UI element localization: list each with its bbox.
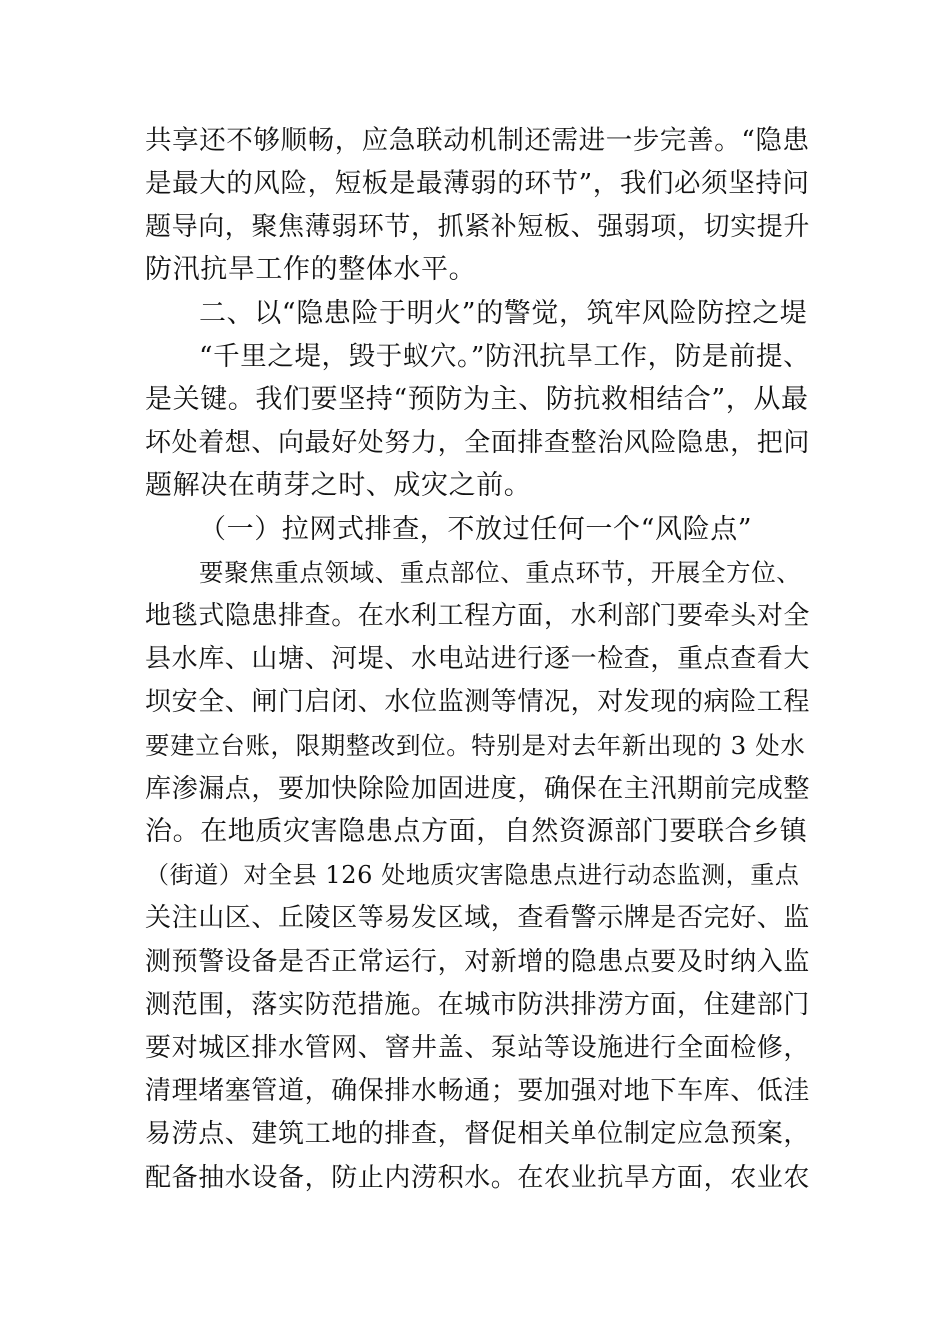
text-line: 库渗漏点，要加快除险加固进度，确保在主汛期前完成整 <box>145 774 811 804</box>
section-heading: 二、以“隐患险于明火”的警觉，筑牢风险防控之堤 <box>199 298 808 329</box>
text-line: 测范围，落实防范措施。在城市防洪排涝方面，住建部门 <box>145 990 811 1020</box>
text-line: 清理堵塞管道，确保排水畅通；要加强对地下车库、低洼 <box>145 1076 811 1106</box>
text-line: 要对城区排水管网、窨井盖、泵站等设施进行全面检修， <box>145 1033 811 1063</box>
paragraph-first-line: “千里之堤，毁于蚁穴。”防汛抗旱工作，防是前提、 <box>199 341 811 372</box>
text-line: 要建立台账，限期整改到位。特别是对去年新出现的 3 处水 <box>145 731 806 760</box>
text-line: 坝安全、闸门启闭、水位监测等情况，对发现的病险工程 <box>145 687 811 717</box>
text-line: 关注山区、丘陵区等易发区域，查看警示牌是否完好、监 <box>145 903 811 933</box>
text-line: （街道）对全县 126 处地质灾害隐患点进行动态监测，重点 <box>145 861 800 889</box>
text-line: 坏处着想、向最好处努力，全面排查整治风险隐患，把问 <box>145 428 811 458</box>
text-line: 共享还不够顺畅，应急联动机制还需进一步完善。“隐患 <box>145 125 810 156</box>
text-line: 防汛抗旱工作的整体水平。 <box>145 254 477 285</box>
text-line: 是最大的风险，短板是最薄弱的环节”，我们必须坚持问 <box>145 168 810 199</box>
paragraph-first-line: 要聚焦重点领域、重点部位、重点环节，开展全方位、 <box>199 558 802 587</box>
text-line: 地毯式隐患排查。在水利工程方面，水利部门要牵头对全 <box>145 601 811 631</box>
text-line: 配备抽水设备，防止内涝积水。在农业抗旱方面，农业农 <box>145 1163 811 1193</box>
subsection-heading: （一）拉网式排查，不放过任何一个“风险点” <box>199 514 753 545</box>
text-line: 是关键。我们要坚持“预防为主、防抗救相结合”，从最 <box>145 384 809 415</box>
text-line: 治。在地质灾害隐患点方面，自然资源部门要联合乡镇 <box>145 816 808 847</box>
text-line: 县水库、山塘、河堤、水电站进行逐一检查，重点查看大 <box>145 644 811 674</box>
text-line: 测预警设备是否正常运行，对新增的隐患点要及时纳入监 <box>145 947 811 977</box>
text-line: 易涝点、建筑工地的排查，督促相关单位制定应急预案， <box>145 1119 811 1149</box>
text-line: 题导向，聚焦薄弱环节，抓紧补短板、强弱项，切实提升 <box>145 212 811 242</box>
text-line: 题解决在萌芽之时、成灾之前。 <box>145 470 532 501</box>
